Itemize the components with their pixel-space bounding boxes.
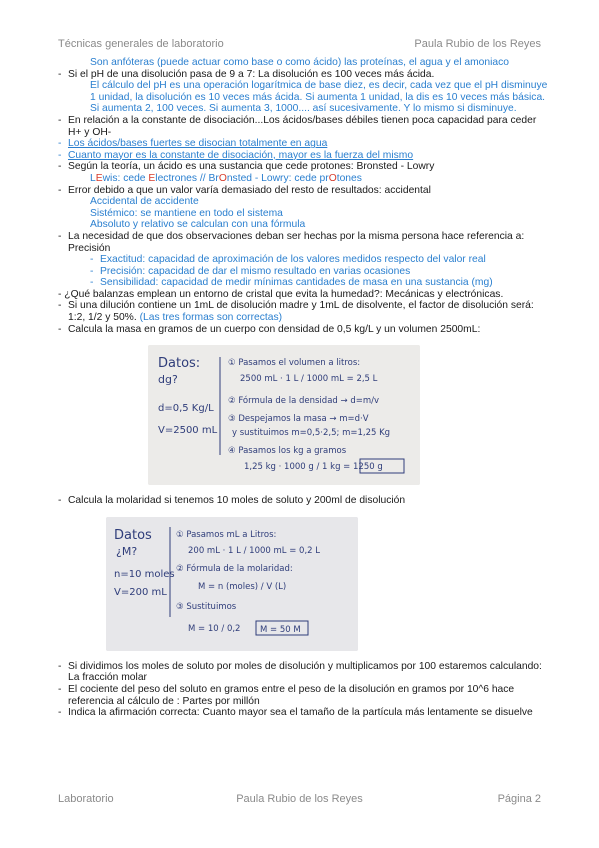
error-accidental: Accidental de accidente xyxy=(90,196,199,208)
bullet-fuertes: - Los ácidos/bases fuertes se disocian totalmente en agua xyxy=(58,138,328,150)
svg-text:2500 mL · 1 L / 1000 mL = 2,5: 2500 mL · 1 L / 1000 mL = 2,5 L xyxy=(240,374,378,385)
svg-text:① Pasamos el volumen a litros:: ① Pasamos el volumen a litros: xyxy=(228,358,361,369)
svg-text:④ Pasamos los kg a gramos: ④ Pasamos los kg a gramos xyxy=(228,446,347,457)
bullet-dilucion: - Si una dilución contiene un 1mL de disolución madre y 1mL de disolvente, el factor de disolución será: 1:2, 1/2 y 50%. (Las tres formas son correctas) xyxy=(58,300,534,324)
error-sistemico: Sistémico: se mantiene en todo el sistema xyxy=(90,207,283,219)
svg-text:② Fórmula de la molaridad:: ② Fórmula de la molaridad: xyxy=(176,563,293,574)
svg-text:V=200 mL: V=200 mL xyxy=(114,586,167,598)
page-footer xyxy=(58,793,541,807)
bullet-error: - Error debido a que un valor varía demasiado del resto de resultados: accidental xyxy=(58,184,431,196)
svg-text:② Fórmula de la densidad → d=m: ② Fórmula de la densidad → d=m/v xyxy=(228,396,380,407)
handwritten-photo-molarity xyxy=(106,517,358,651)
mnemonic-line: LEwis: cede Electrones // BrOnsted - Lowry: cede prOtones xyxy=(90,172,362,184)
bullet-particula: - Indica la afirmación correcta: Cuanto mayor sea el tamaño de la partícula más lentamente se disuelve xyxy=(58,707,533,719)
header-title: Técnicas generales de laboratorio xyxy=(58,38,224,50)
svg-text:③ Sustituimos: ③ Sustituimos xyxy=(176,601,237,612)
svg-text:V=2500 mL: V=2500 mL xyxy=(158,425,218,437)
svg-text:Datos: Datos xyxy=(114,527,152,543)
svg-text:¿M?: ¿M? xyxy=(116,544,138,558)
sub-exactitud: - Exactitud: capacidad de aproximación de los valores medidos respecto del valor real xyxy=(90,254,486,266)
svg-text:③ Despejamos la masa → m=d·V: ③ Despejamos la masa → m=d·V xyxy=(228,414,369,425)
page-number: Página 2 xyxy=(497,793,541,805)
bullet-fraccion-molar: - Si dividimos los moles de soluto por moles de disolución y multiplicamos por 100 estaremos calculando: La fracción molar xyxy=(58,660,542,684)
svg-text:M = 50 M: M = 50 M xyxy=(260,624,301,635)
bullet-masa: - Calcula la masa en gramos de un cuerpo con densidad de 0,5 kg/L y un volumen 2500mL: xyxy=(58,323,481,335)
svg-text:M = n (moles) / V (L): M = n (moles) / V (L) xyxy=(198,581,287,592)
svg-text:dg?: dg? xyxy=(158,373,178,387)
sub-sensibilidad: - Sensibilidad: capacidad de medir mínimas cantidades de masa en una sustancia (mg) xyxy=(90,277,493,289)
ph-explanation: El cálculo del pH es una operación logarítmica de base diez, es decir, cada vez que el pH disminuye 1 unidad, la disolución es 10 veces más ácida. Si aumenta 1 unidad, la dis es 10 veces más básica. Si aumenta 2, 100 veces. Si aumenta 3, 1000.... así sucesivamente. Y lo mismo si disminuye. xyxy=(90,80,548,115)
svg-text:① Pasamos mL a Litros:: ① Pasamos mL a Litros: xyxy=(176,529,277,540)
svg-text:200 mL · 1 L / 1000 mL = 0,2 L: 200 mL · 1 L / 1000 mL = 0,2 L xyxy=(188,545,320,556)
p1-title: Datos: xyxy=(158,356,201,372)
bullet-ppm: - El cociente del peso del soluto en gramos entre el peso de la disolución en gramos por 10^6 hace referencia al cálculo de : Partes por millón xyxy=(58,684,515,707)
page-header xyxy=(58,38,541,52)
svg-text:M = 10 / 0,2: M = 10 / 0,2 xyxy=(188,623,241,634)
error-absoluto: Absoluto y relativo se calculan con una fórmula xyxy=(90,219,306,231)
svg-text:1,25 kg · 1000 g / 1 kg = 1250: 1,25 kg · 1000 g / 1 kg = 1250 g xyxy=(244,462,383,473)
svg-text:n=10 moles: n=10 moles xyxy=(114,568,175,580)
bullet-teoria: - Según la teoría, un ácido es una sustancia que cede protones: Bronsted - Lowry xyxy=(58,161,435,173)
header-author: Paula Rubio de los Reyes xyxy=(414,38,541,50)
bullet-molaridad: - Calcula la molaridad si tenemos 10 moles de soluto y 200ml de disolución xyxy=(58,495,406,507)
footer-author: Paula Rubio de los Reyes xyxy=(236,793,363,805)
bullet-ph: - Si el pH de una disolución pasa de 9 a 7: La disolución es 100 veces más ácida. xyxy=(58,68,435,80)
svg-text:y sustituimos m=0,5·2,5; m=1,: y sustituimos m=0,5·2,5; m=1,25 Kg xyxy=(232,428,391,439)
svg-text:d=0,5 Kg/L: d=0,5 Kg/L xyxy=(158,403,214,415)
bullet-precision: - La necesidad de que dos observaciones deban ser hechas por la misma persona hace referencia a: Precisión xyxy=(58,230,525,254)
handwritten-photo-density xyxy=(148,345,420,485)
line-balanzas: - ¿Qué balanzas emplean un entorno de cristal que evita la humedad?: Mecánicas y electrónicas. xyxy=(58,288,504,300)
sub-precision: - Precisión: capacidad de dar el mismo resultado en varias ocasiones xyxy=(90,265,411,277)
bullet-constante: - Cuanto mayor es la constante de disociación, mayor es la fuerza del mismo xyxy=(58,149,414,161)
line-anfoteras: Son anfóteras (puede actuar como base o como ácido) las proteínas, el agua y el amoniaco xyxy=(90,57,509,68)
bullet-disociacion: - En relación a la constante de disociación...Los ácidos/bases débiles tienen poca capacidad para ceder H+ y OH- xyxy=(58,114,537,138)
footer-left: Laboratorio xyxy=(58,793,114,805)
page-content xyxy=(58,57,548,719)
